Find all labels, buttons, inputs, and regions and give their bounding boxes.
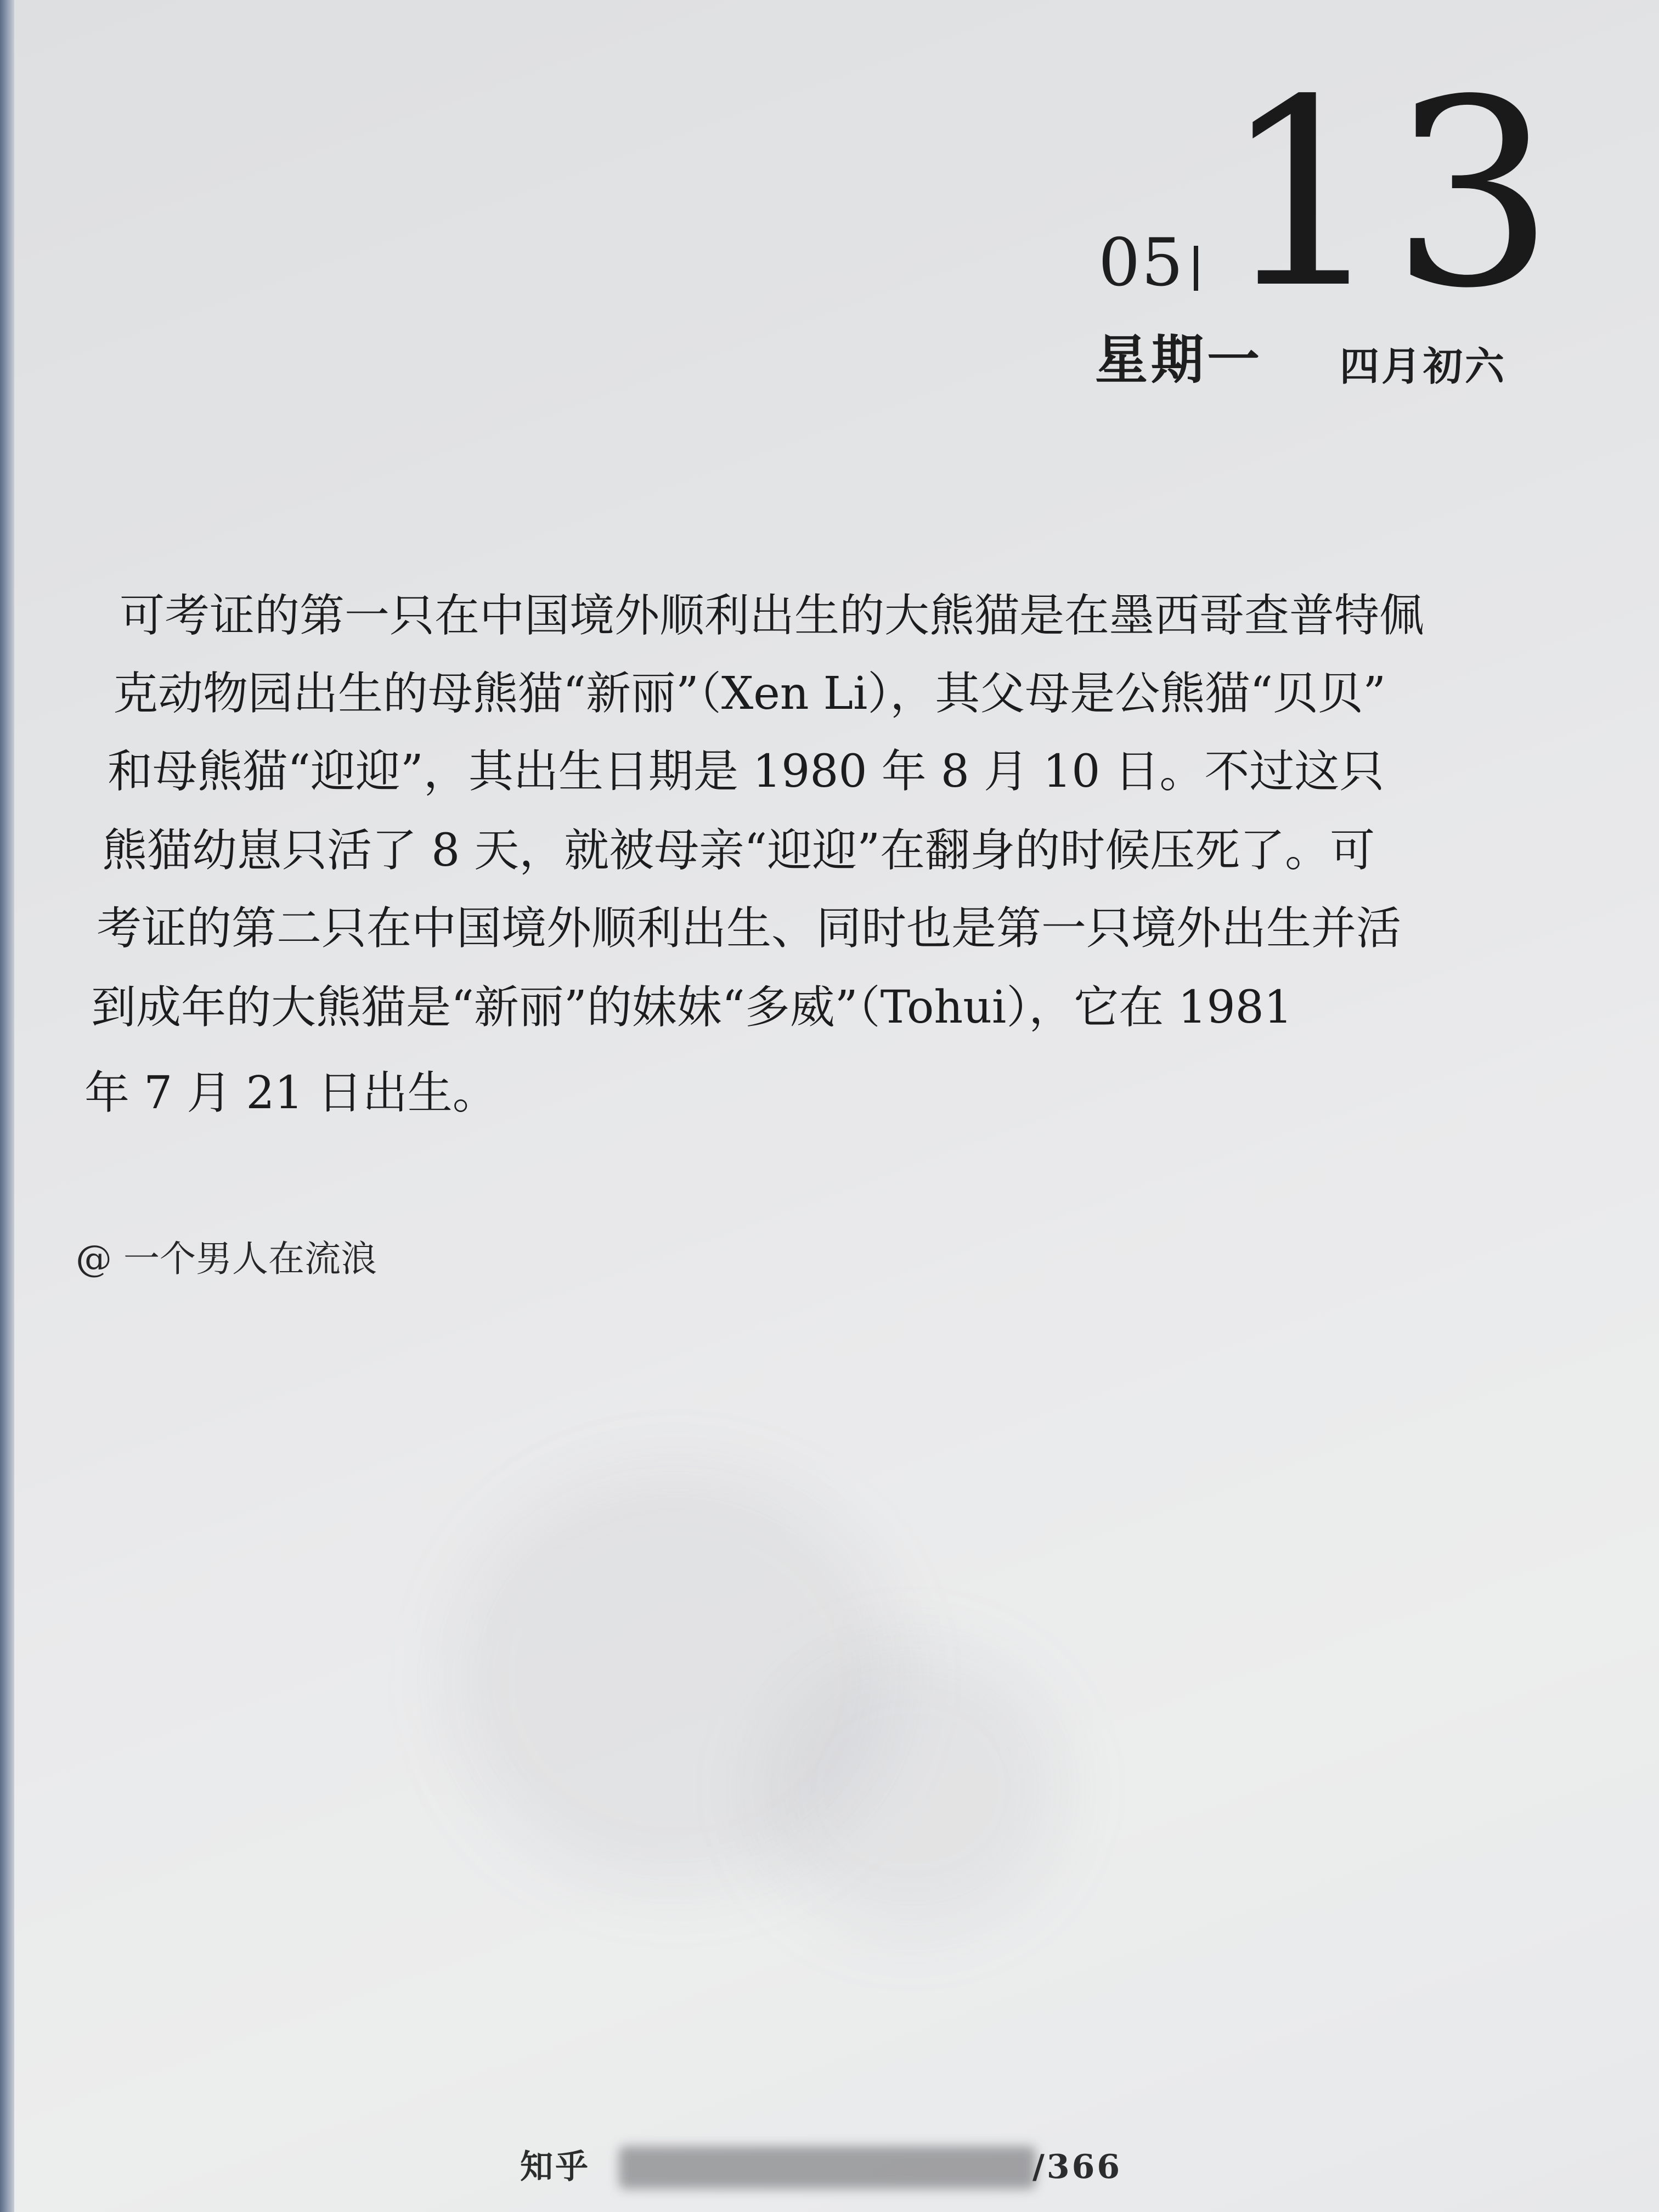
paper-shadow [757, 1646, 1064, 1931]
article-line: 可考证的第一只在中国境外顺利出生的大熊猫是在墨西哥查普特佩 [120, 590, 1425, 642]
date-separator [1194, 246, 1198, 291]
footer-page-total: /366 [1032, 2148, 1122, 2186]
article-line: 到成年的大熊猫是“新丽”的妹妹“多威”（Tohui），它在 1981 [91, 981, 1293, 1034]
author-credit: @ 一个男人在流浪 [76, 1238, 377, 1280]
page-edge-shadow [0, 0, 14, 2212]
article-line: 考证的第二只在中国境外顺利出生、同时也是第一只境外出生并活 [97, 902, 1402, 955]
footer-source-label: 知乎 [520, 2148, 590, 2186]
weekday-label: 星期一 [1095, 329, 1263, 391]
redacted-area [619, 2146, 1036, 2189]
article-line: 熊猫幼崽只活了 8 天，就被母亲“迎迎”在翻身的时候压死了。可 [102, 825, 1375, 877]
date-month: 05 [1098, 225, 1184, 301]
article-line: 和母熊猫“迎迎”，其出生日期是 1980 年 8 月 10 日。不过这只 [108, 746, 1385, 798]
date-day: 13 [1221, 44, 1561, 345]
lunar-date-label: 四月初六 [1340, 343, 1507, 390]
article-line: 克动物园出生的母熊猫“新丽”（Xen Li），其父母是公熊猫“贝贝” [113, 668, 1386, 720]
article-line: 年 7 月 21 日出生。 [84, 1067, 498, 1119]
